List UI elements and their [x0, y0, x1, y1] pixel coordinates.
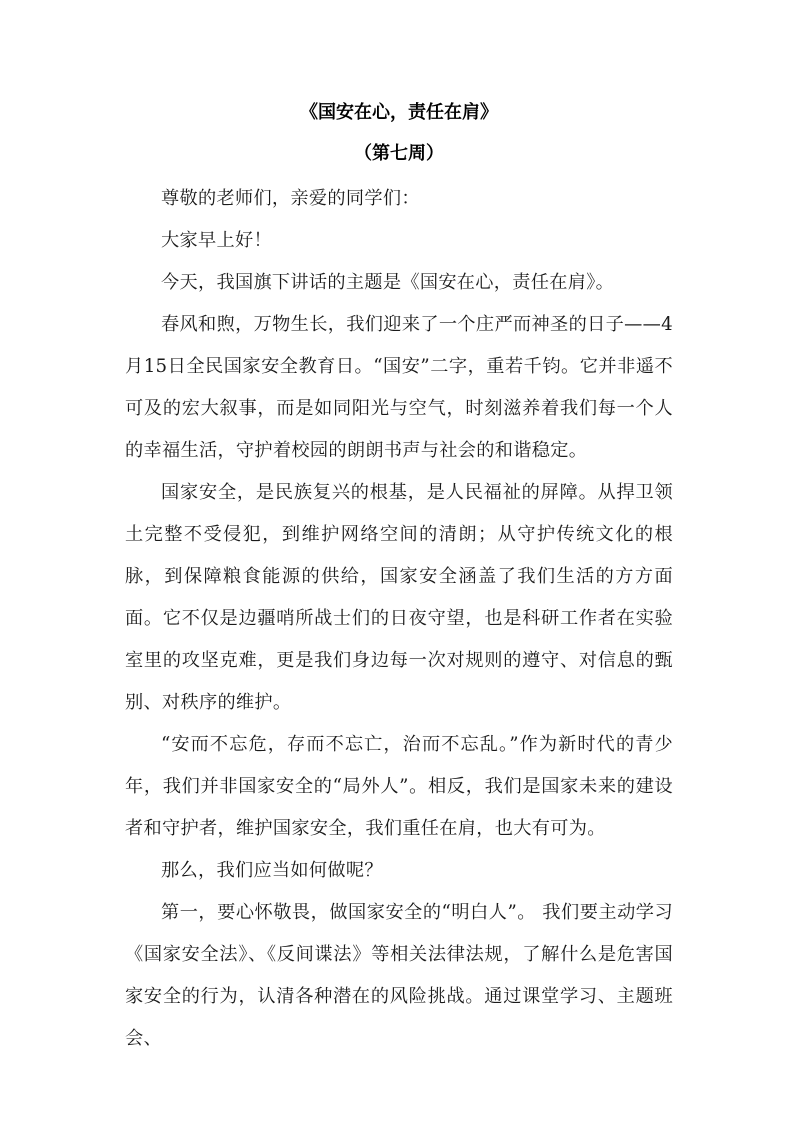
youth-responsibility-paragraph: “安而不忘危，存而不忘亡，治而不忘乱。”作为新时代的青少年，我们并非国家安全的“局外人”。相反，我们是国家未来的建设者和守护者，维护国家安全，我们重任在肩，也大有可为。 — [125, 734, 673, 839]
topic-paragraph: 今天，我国旗下讲话的主题是《国安在心，责任在肩》。 — [161, 272, 615, 293]
security-day-paragraph: 春风和煦，万物生长，我们迎来了一个庄严而神圣的日子——4月15日全民国家安全教育日。“国安”二字，重若千钧。它并非遥不可及的宏大叙事，而是如同阳光与空气，时刻滋养着我们每一个人的幸福生活，守护着校园的朗朗书声与社会的和谐稳定。 — [125, 314, 673, 461]
document-title: 《国安在心，责任在肩》 — [300, 102, 498, 123]
document-body — [125, 98, 673, 1060]
first-point-paragraph: 第一，要心怀敬畏，做国家安全的“明白人”。 我们要主动学习《国家安全法》、《反间谍法》等相关法律法规，了解什么是危害国家安全的行为，认清各种潜在的风险挑战。通过课堂学习、主题班会、 — [125, 902, 673, 1049]
document-subtitle: （第七周） — [354, 143, 444, 164]
security-foundation-paragraph: 国家安全，是民族复兴的根基，是人民福祉的屏障。从捍卫领土完整不受侵犯，到维护网络空间的清朗；从守护传统文化的根脉，到保障粮食能源的供给，国家安全涵盖了我们生活的方方面面。它不仅是边疆哨所战士们的日夜守望，也是科研工作者在实验室里的攻坚克难，更是我们身边每一次对规则的遵守、对信息的甄别、对秩序的维护。 — [125, 482, 673, 713]
greeting-paragraph: 尊敬的老师们，亲爱的同学们： — [161, 188, 420, 209]
question-paragraph: 那么，我们应当如何做呢？ — [161, 860, 383, 881]
morning-greeting-paragraph: 大家早上好！ — [161, 230, 272, 251]
